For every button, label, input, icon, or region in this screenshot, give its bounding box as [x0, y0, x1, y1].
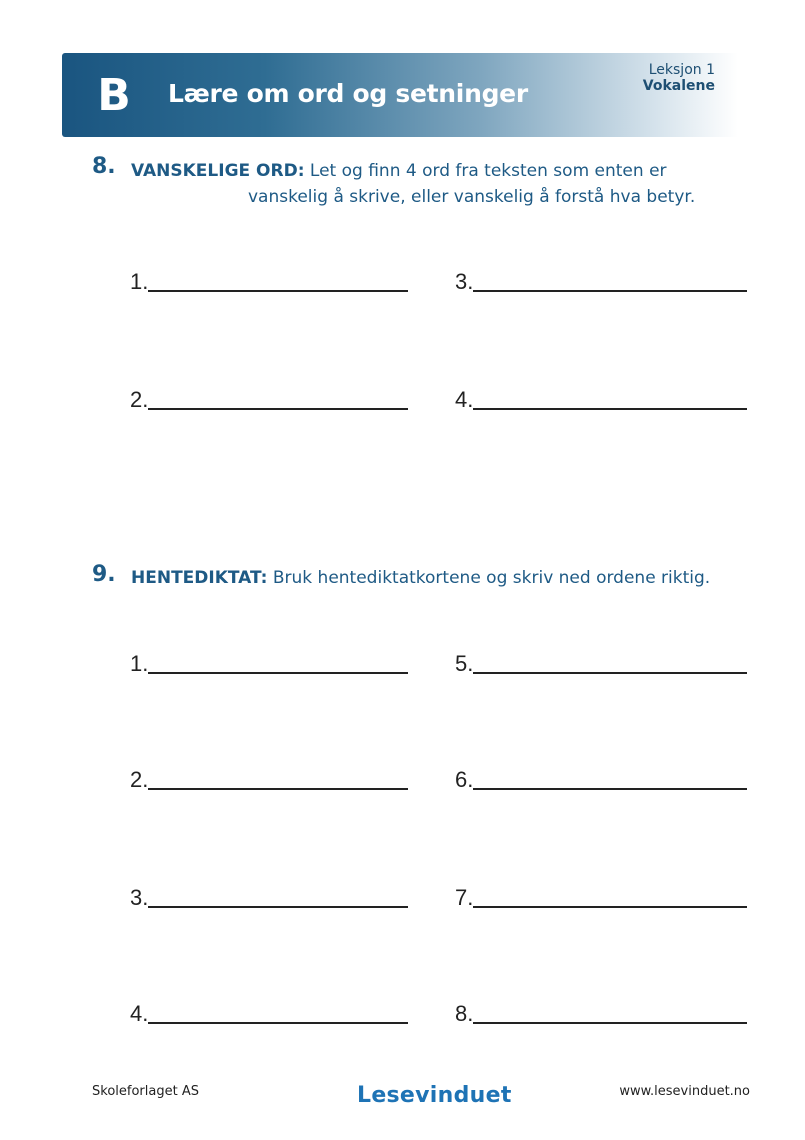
task-9-answer-1[interactable]	[130, 646, 408, 676]
task-9-answer-8[interactable]	[455, 996, 747, 1026]
answer-line[interactable]	[148, 788, 408, 790]
answer-number: 1.	[130, 269, 149, 294]
task-9-answer-3[interactable]	[130, 880, 408, 910]
task-8-label: VANSKELIGE ORD:	[131, 161, 305, 181]
answer-number: 3.	[455, 269, 474, 294]
section-letter: B	[97, 70, 131, 121]
task-9-answer-5[interactable]	[455, 646, 747, 676]
answer-number: 3.	[130, 885, 149, 910]
task-8-answer-1[interactable]	[130, 264, 408, 294]
answer-line[interactable]	[148, 672, 408, 674]
answer-line[interactable]	[148, 408, 408, 410]
task-9-answer-7[interactable]	[455, 880, 747, 910]
answer-number: 1.	[130, 651, 149, 676]
task-8-answer-4[interactable]	[455, 382, 747, 412]
task-9-answer-4[interactable]	[130, 996, 408, 1026]
task-9-text: Bruk hentediktatkortene og skriv ned ordene riktig.	[272, 568, 711, 588]
lesson-label: Leksjon 1	[648, 62, 715, 78]
answer-line[interactable]	[473, 788, 747, 790]
task-8-answer-3[interactable]	[455, 264, 747, 294]
task-8-number: 8.	[92, 154, 116, 179]
page-title: Lære om ord og setninger	[168, 79, 528, 108]
task-8-answer-2[interactable]	[130, 382, 408, 412]
publisher-name: Skoleforlaget AS	[92, 1084, 199, 1099]
answer-line[interactable]	[473, 1022, 747, 1024]
lesevinduet-logo: Lesevinduet	[357, 1083, 512, 1108]
answer-line[interactable]	[148, 906, 408, 908]
task-8-text-line1: Let og finn 4 ord fra teksten som enten er	[309, 161, 667, 181]
answer-number: 4.	[455, 387, 474, 412]
answer-line[interactable]	[148, 290, 408, 292]
lesson-info	[643, 62, 715, 94]
answer-number: 7.	[455, 885, 474, 910]
answer-number: 6.	[455, 767, 474, 792]
answer-number: 8.	[455, 1001, 474, 1026]
website-link[interactable]: www.lesevinduet.no	[619, 1084, 750, 1099]
answer-number: 2.	[130, 387, 149, 412]
task-9-instruction	[131, 565, 791, 591]
answer-line[interactable]	[148, 1022, 408, 1024]
task-8-instruction	[131, 158, 771, 210]
answer-number: 5.	[455, 651, 474, 676]
answer-number: 4.	[130, 1001, 149, 1026]
answer-line[interactable]	[473, 290, 747, 292]
task-9-number: 9.	[92, 562, 116, 587]
lesson-topic: Vokalene	[642, 78, 715, 94]
task-9-answer-2[interactable]	[130, 762, 408, 792]
answer-line[interactable]	[473, 408, 747, 410]
task-9-label: HENTEDIKTAT:	[131, 568, 268, 588]
answer-line[interactable]	[473, 672, 747, 674]
answer-line[interactable]	[473, 906, 747, 908]
answer-number: 2.	[130, 767, 149, 792]
task-8-text-line2: vanskelig å skrive, eller vanskelig å forstå hva betyr.	[248, 187, 696, 207]
task-9-answer-6[interactable]	[455, 762, 747, 792]
